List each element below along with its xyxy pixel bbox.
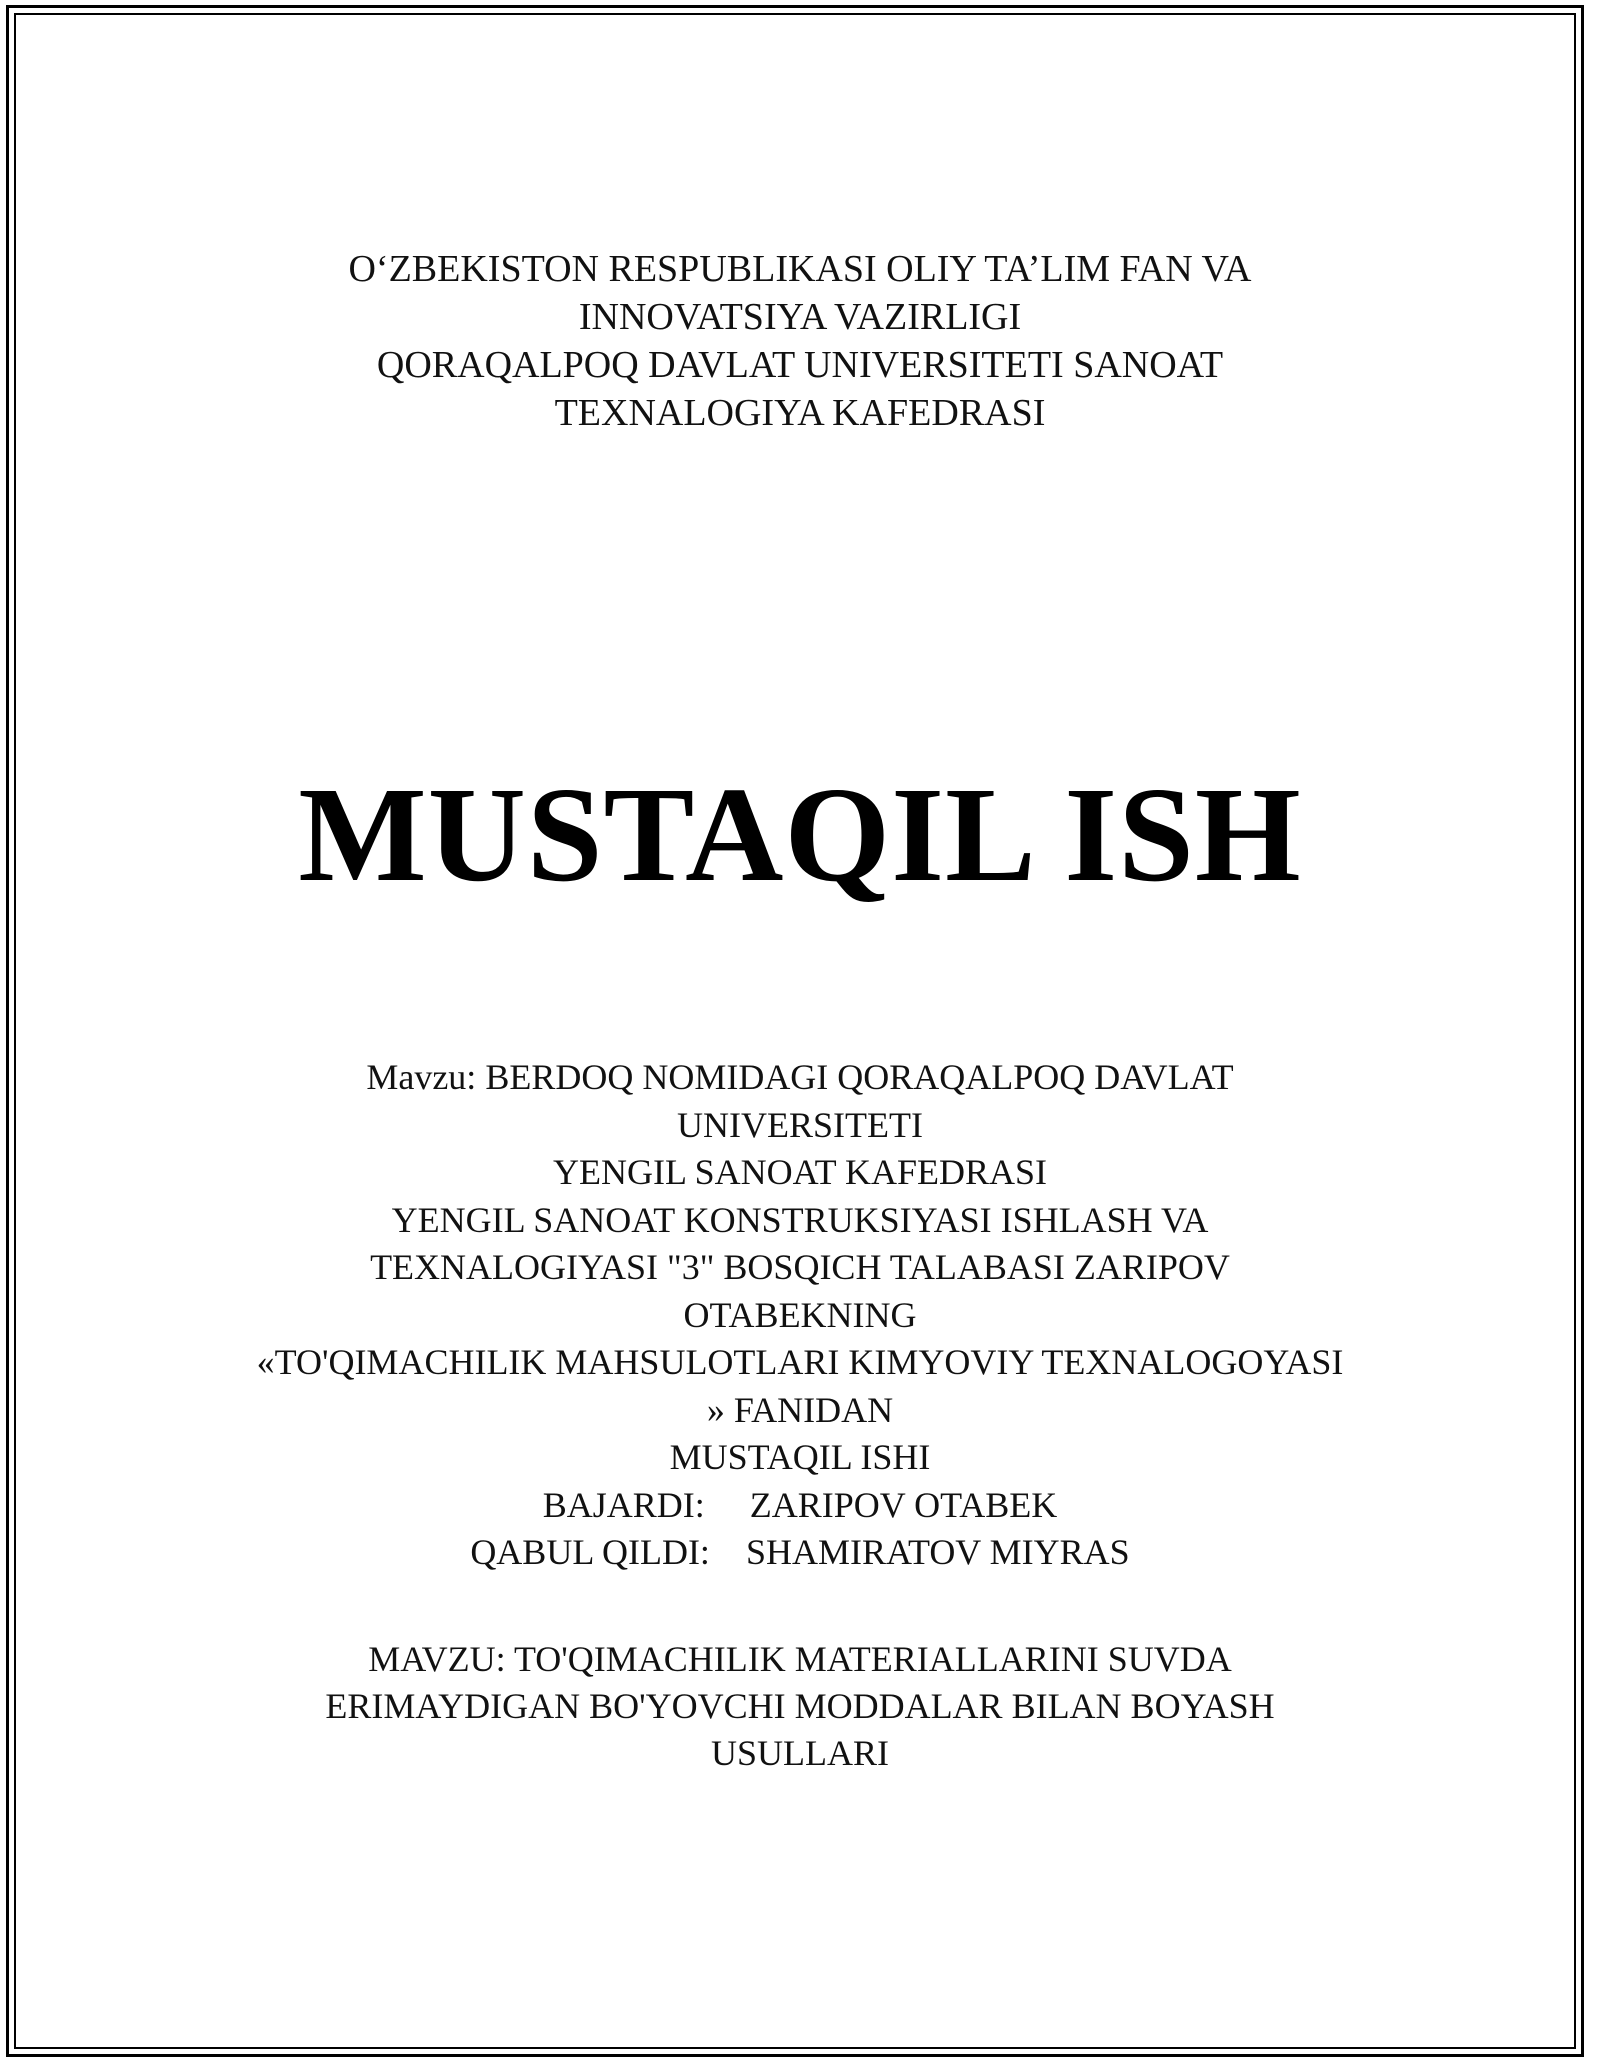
subject-line: Mavzu: BERDOQ NOMIDAGI QORAQALPOQ DAVLAT: [366, 1057, 1234, 1097]
accepted-by-label: QABUL QILDI:: [470, 1532, 710, 1572]
header-line: TEXNALOGIYA KAFEDRASI: [554, 392, 1046, 434]
subject-line: » FANIDAN: [706, 1389, 894, 1430]
subject-block: [0, 1054, 1600, 1577]
performed-by-row: [0, 1482, 1600, 1530]
header-line: O‘ZBEKISTON RESPUBLIKASI OLIY TA’LIM FAN VA: [348, 248, 1252, 290]
header-line: INNOVATSIYA VAZIRLIGI: [578, 296, 1022, 338]
document-title: MUSTAQIL ISH: [298, 760, 1302, 910]
accepted-by-value: SHAMIRATOV MIYRAS: [745, 1532, 1130, 1572]
theme-line: ERIMAYDIGAN BO'YOVCHI MODDALAR BILAN BOYASH: [325, 1686, 1275, 1726]
subject-line: OTABEKNING: [683, 1294, 917, 1335]
ministry-header: [0, 245, 1600, 437]
accepted-by-row: [0, 1529, 1600, 1577]
subject-line: UNIVERSITETI: [677, 1104, 923, 1145]
subject-line: «TO'QIMACHILIK MAHSULOTLARI KIMYOVIY TEXNALOGOYASI: [256, 1342, 1344, 1382]
header-line: QORAQALPOQ DAVLAT UNIVERSITETI SANOAT: [376, 344, 1224, 386]
theme-block: [0, 1636, 1600, 1777]
theme-line: MAVZU: TO'QIMACHILIK MATERIALLARINI SUVDA: [368, 1639, 1232, 1679]
theme-line: USULLARI: [711, 1733, 889, 1773]
subject-line: YENGIL SANOAT KONSTRUKSIYASI ISHLASH VA: [391, 1199, 1209, 1240]
subject-line: TEXNALOGIYASI "3" BOSQICH TALABASI ZARIPOV: [370, 1247, 1230, 1287]
subject-line: YENGIL SANOAT KAFEDRASI: [552, 1152, 1047, 1192]
performed-by-label: BAJARDI:: [542, 1484, 705, 1525]
subject-line: MUSTAQIL ISHI: [669, 1437, 931, 1477]
performed-by-value: ZARIPOV OTABEK: [749, 1484, 1058, 1525]
